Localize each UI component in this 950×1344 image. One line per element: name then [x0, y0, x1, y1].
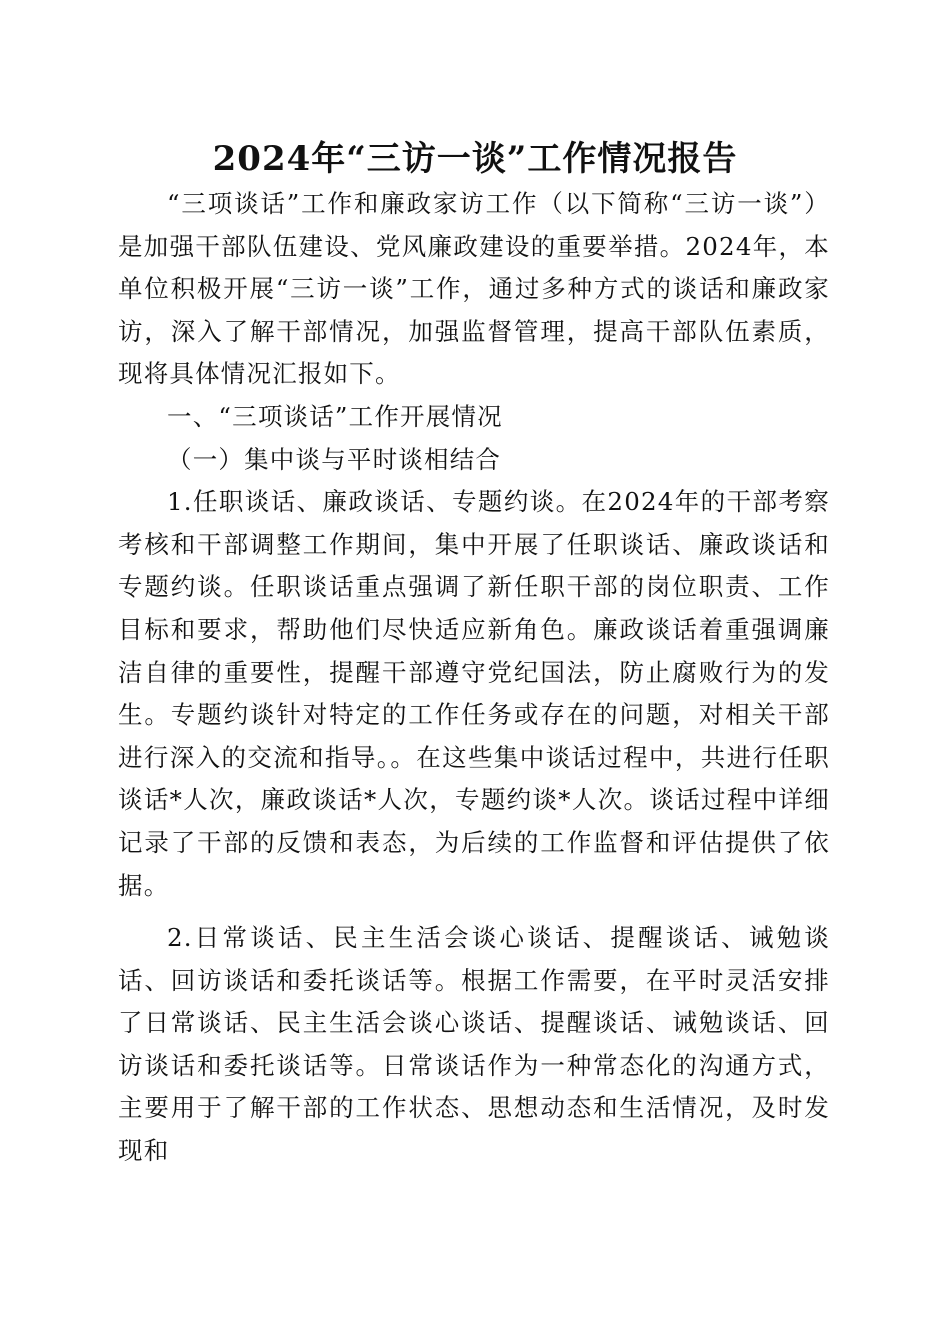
intro-paragraph: “三项谈话”工作和廉政家访工作（以下简称“三访一谈”）是加强干部队伍建设、党风廉政建设的重要举措。2024年，本单位积极开展“三访一谈”工作，通过多种方式的谈话和廉政家访，深入了解干部情况，加强监督管理，提高干部队伍素质，现将具体情况汇报如下。 — [118, 189, 830, 389]
subsection-1-heading: （一）集中谈与平时谈相结合 — [167, 444, 502, 474]
section-1-heading: 一、“三项谈话”工作开展情况 — [167, 401, 503, 431]
document-title: 2024年“三访一谈”工作情况报告 — [212, 139, 738, 179]
item-2-paragraph: 2.日常谈话、民主生活会谈心谈话、提醒谈话、诫勉谈话、回访谈话和委托谈话等。根据工作需要，在平时灵活安排了日常谈话、民主生活会谈心谈话、提醒谈话、诫勉谈话、回访谈话和委托谈话等。日常谈话作为一种常态化的沟通方式，主要用于了解干部的工作状态、思想动态和生活情况，及时发现和 — [118, 923, 830, 1166]
item-1-paragraph: 1.任职谈话、廉政谈话、专题约谈。在2024年的干部考察考核和干部调整工作期间，集中开展了任职谈话、廉政谈话和专题约谈。任职谈话重点强调了新任职干部的岗位职责、工作目标和要求，帮助他们尽快适应新角色。廉政谈话着重强调廉洁自律的重要性，提醒干部遵守党纪国法，防止腐败行为的发生。专题约谈针对特定的工作任务或存在的问题，对相关干部进行深入的交流和指导。。在这些集中谈话过程中，共进行任职谈话*人次，廉政谈话*人次，专题约谈*人次。谈话过程中详细记录了干部的反馈和表态，为后续的工作监督和评估提供了依据。 — [118, 487, 830, 900]
document-body — [118, 183, 830, 1173]
